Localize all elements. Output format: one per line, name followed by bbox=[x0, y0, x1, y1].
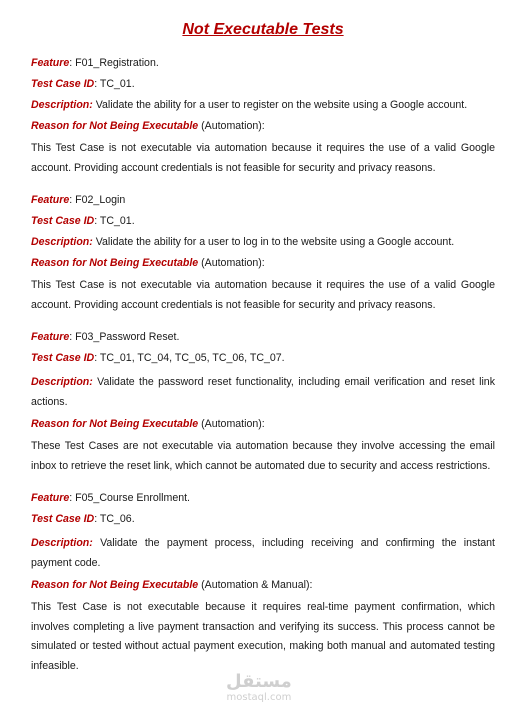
test-case-id-label: Test Case ID bbox=[31, 513, 95, 525]
test-case-id-line bbox=[31, 513, 495, 526]
test-block-4 bbox=[31, 492, 495, 676]
feature-value: : F01_Registration. bbox=[69, 57, 159, 69]
description-label: Description: bbox=[31, 376, 93, 388]
description-value: Validate the password reset functionality, including email verification and reset link actions. bbox=[31, 376, 495, 408]
feature-line bbox=[31, 57, 495, 70]
reason-line bbox=[31, 418, 495, 431]
test-block-3 bbox=[31, 331, 495, 476]
description-line bbox=[31, 236, 495, 249]
description-line bbox=[31, 373, 495, 412]
description-value: Validate the ability for a user to log in to the website using a Google account. bbox=[92, 236, 455, 248]
description-line bbox=[31, 534, 495, 573]
feature-line bbox=[31, 492, 495, 505]
reason-type: (Automation): bbox=[198, 120, 265, 132]
reason-text: This Test Case is not executable via automation because it requires the use of a valid Google account. Providing account credentials is not feasible for security and privacy reasons. bbox=[31, 279, 495, 311]
reason-text: This Test Case is not executable because it requires real-time payment confirmation, which involves completing a live payment transaction and verifying its success. This process cannot be simulated or tested without actual payment execution, making both manual and automated testing infeasible. bbox=[31, 601, 495, 672]
feature-line bbox=[31, 194, 495, 207]
reason-line bbox=[31, 257, 495, 270]
reason-label: Reason for Not Being Executable bbox=[31, 120, 199, 132]
feature-label: Feature bbox=[31, 492, 70, 504]
test-case-id-line bbox=[31, 215, 495, 228]
description-label: Description: bbox=[31, 236, 93, 248]
watermark bbox=[226, 672, 292, 704]
reason-line bbox=[31, 579, 495, 592]
reason-label: Reason for Not Being Executable bbox=[31, 418, 199, 430]
reason-type: (Automation): bbox=[198, 257, 265, 269]
description-value: Validate the ability for a user to register on the website using a Google account. bbox=[92, 99, 468, 111]
description-label: Description: bbox=[31, 537, 93, 549]
test-case-id-label: Test Case ID bbox=[31, 78, 95, 90]
test-case-id-value: : TC_01, TC_04, TC_05, TC_06, TC_07. bbox=[94, 352, 285, 364]
feature-value: : F05_Course Enrollment. bbox=[69, 492, 190, 504]
reason-text: This Test Case is not executable via automation because it requires the use of a valid Google account. Providing account credentials is not feasible for security and privacy reasons. bbox=[31, 142, 495, 174]
reason-text: These Test Cases are not executable via automation because they involve accessing the email inbox to retrieve the reset link, which cannot be automated due to security and access restrictions. bbox=[31, 440, 495, 472]
feature-label: Feature bbox=[31, 194, 70, 206]
description-label: Description: bbox=[31, 99, 93, 111]
description-value: Validate the payment process, including receiving and confirming the instant payment code. bbox=[31, 537, 495, 569]
description-line bbox=[31, 99, 495, 112]
test-block-1 bbox=[31, 57, 495, 178]
test-block-2 bbox=[31, 194, 495, 315]
feature-line bbox=[31, 331, 495, 344]
reason-type: (Automation): bbox=[198, 418, 265, 430]
test-case-id-line bbox=[31, 78, 495, 91]
reason-label: Reason for Not Being Executable bbox=[31, 579, 199, 591]
reason-label: Reason for Not Being Executable bbox=[31, 257, 199, 269]
watermark-text: mostaql.com bbox=[226, 692, 292, 703]
reason-line bbox=[31, 120, 495, 133]
feature-label: Feature bbox=[31, 57, 70, 69]
feature-label: Feature bbox=[31, 331, 70, 343]
test-case-id-value: : TC_01. bbox=[94, 215, 135, 227]
reason-type: (Automation & Manual): bbox=[198, 579, 313, 591]
test-case-id-line bbox=[31, 352, 495, 365]
test-case-id-value: : TC_01. bbox=[94, 78, 135, 90]
test-case-id-label: Test Case ID bbox=[31, 352, 95, 364]
test-case-id-value: : TC_06. bbox=[94, 513, 135, 525]
test-case-id-label: Test Case ID bbox=[31, 215, 95, 227]
watermark-logo: مستقل bbox=[226, 671, 292, 692]
feature-value: : F03_Password Reset. bbox=[69, 331, 180, 343]
feature-value: : F02_Login bbox=[69, 194, 126, 206]
page-title: Not Executable Tests bbox=[182, 21, 344, 38]
